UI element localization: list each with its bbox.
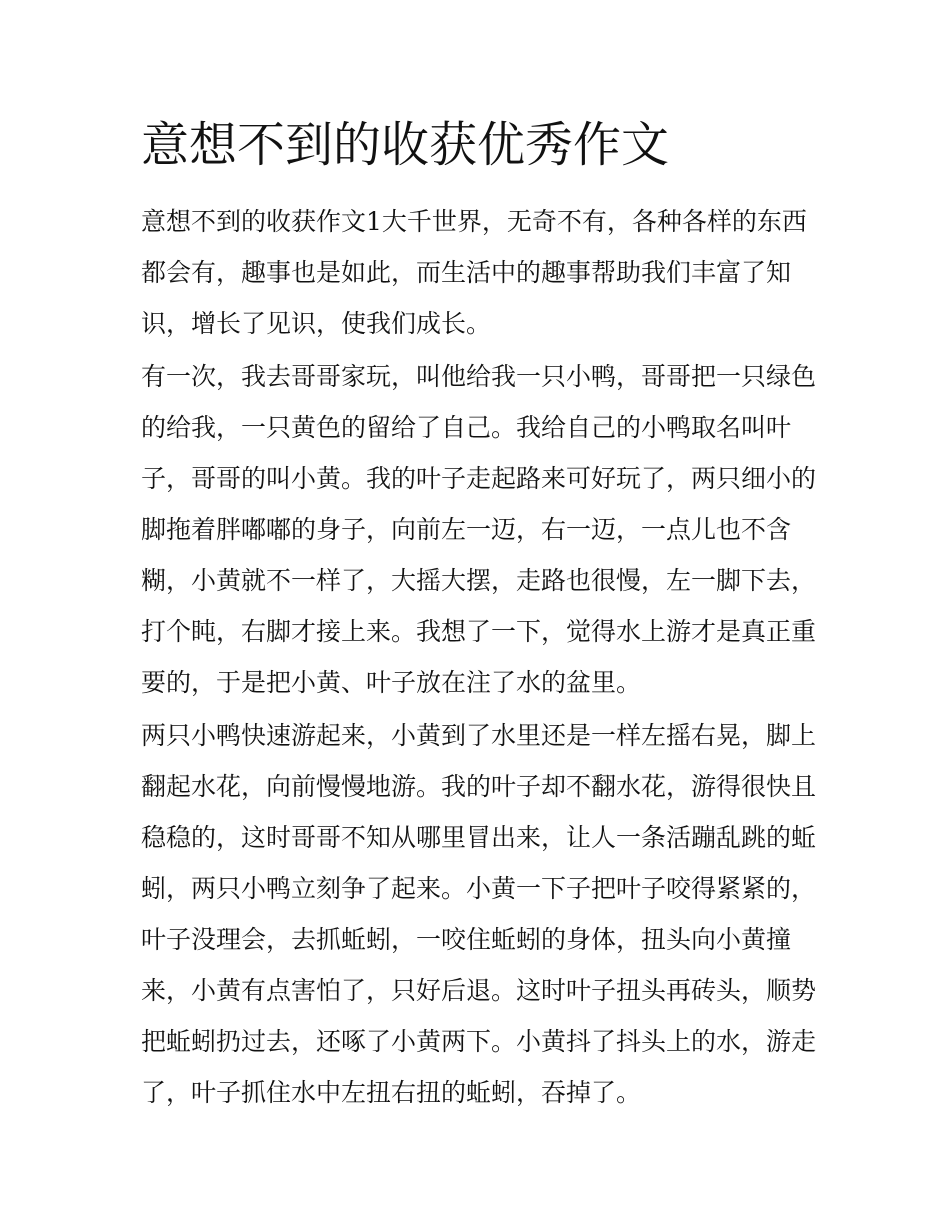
- paragraph-3: 两只小鸭快速游起来，小黄到了水里还是一样左摇右晃，脚上翻起水花，向前慢慢地游。我的叶子却不翻水花，游得很快且稳稳的，这时哥哥不知从哪里冒出来，让人一条活蹦乱跳的蚯蚓，两只小鸭立刻争了起来。小黄一下子把叶子咬得紧紧的，叶子没理会，去抓蚯蚓，一咬住蚯蚓的身体，扭头向小黄撞来，小黄有点害怕了，只好后退。这时叶子扭头再砖头，顺势把蚯蚓扔过去，还啄了小黄两下。小黄抖了抖头上的水，游走了，叶子抓住水中左扭右扭的蚯蚓，吞掉了。: [141, 721, 817, 1107]
- document-body: [141, 196, 819, 1120]
- paragraph-2: 有一次，我去哥哥家玩，叫他给我一只小鸭，哥哥把一只绿色的给我，一只黄色的留给了自己。我给自己的小鸭取名叫叶子，哥哥的叫小黄。我的叶子走起路来可好玩了，两只细小的脚拖着胖嘟嘟的身子，向前左一迈，右一迈，一点儿也不含糊，小黄就不一样了，大摇大摆，走路也很慢，左一脚下去，打个盹，右脚才接上来。我想了一下，觉得水上游才是真正重要的，于是把小黄、叶子放在注了水的盆里。: [141, 362, 817, 697]
- paragraph-1: 意想不到的收获作文1大千世界，无奇不有，各种各样的东西都会有，趣事也是如此，而生活中的趣事帮助我们丰富了知识，增长了见识，使我们成长。: [141, 207, 807, 338]
- page-title: 意想不到的收获优秀作文: [141, 117, 670, 173]
